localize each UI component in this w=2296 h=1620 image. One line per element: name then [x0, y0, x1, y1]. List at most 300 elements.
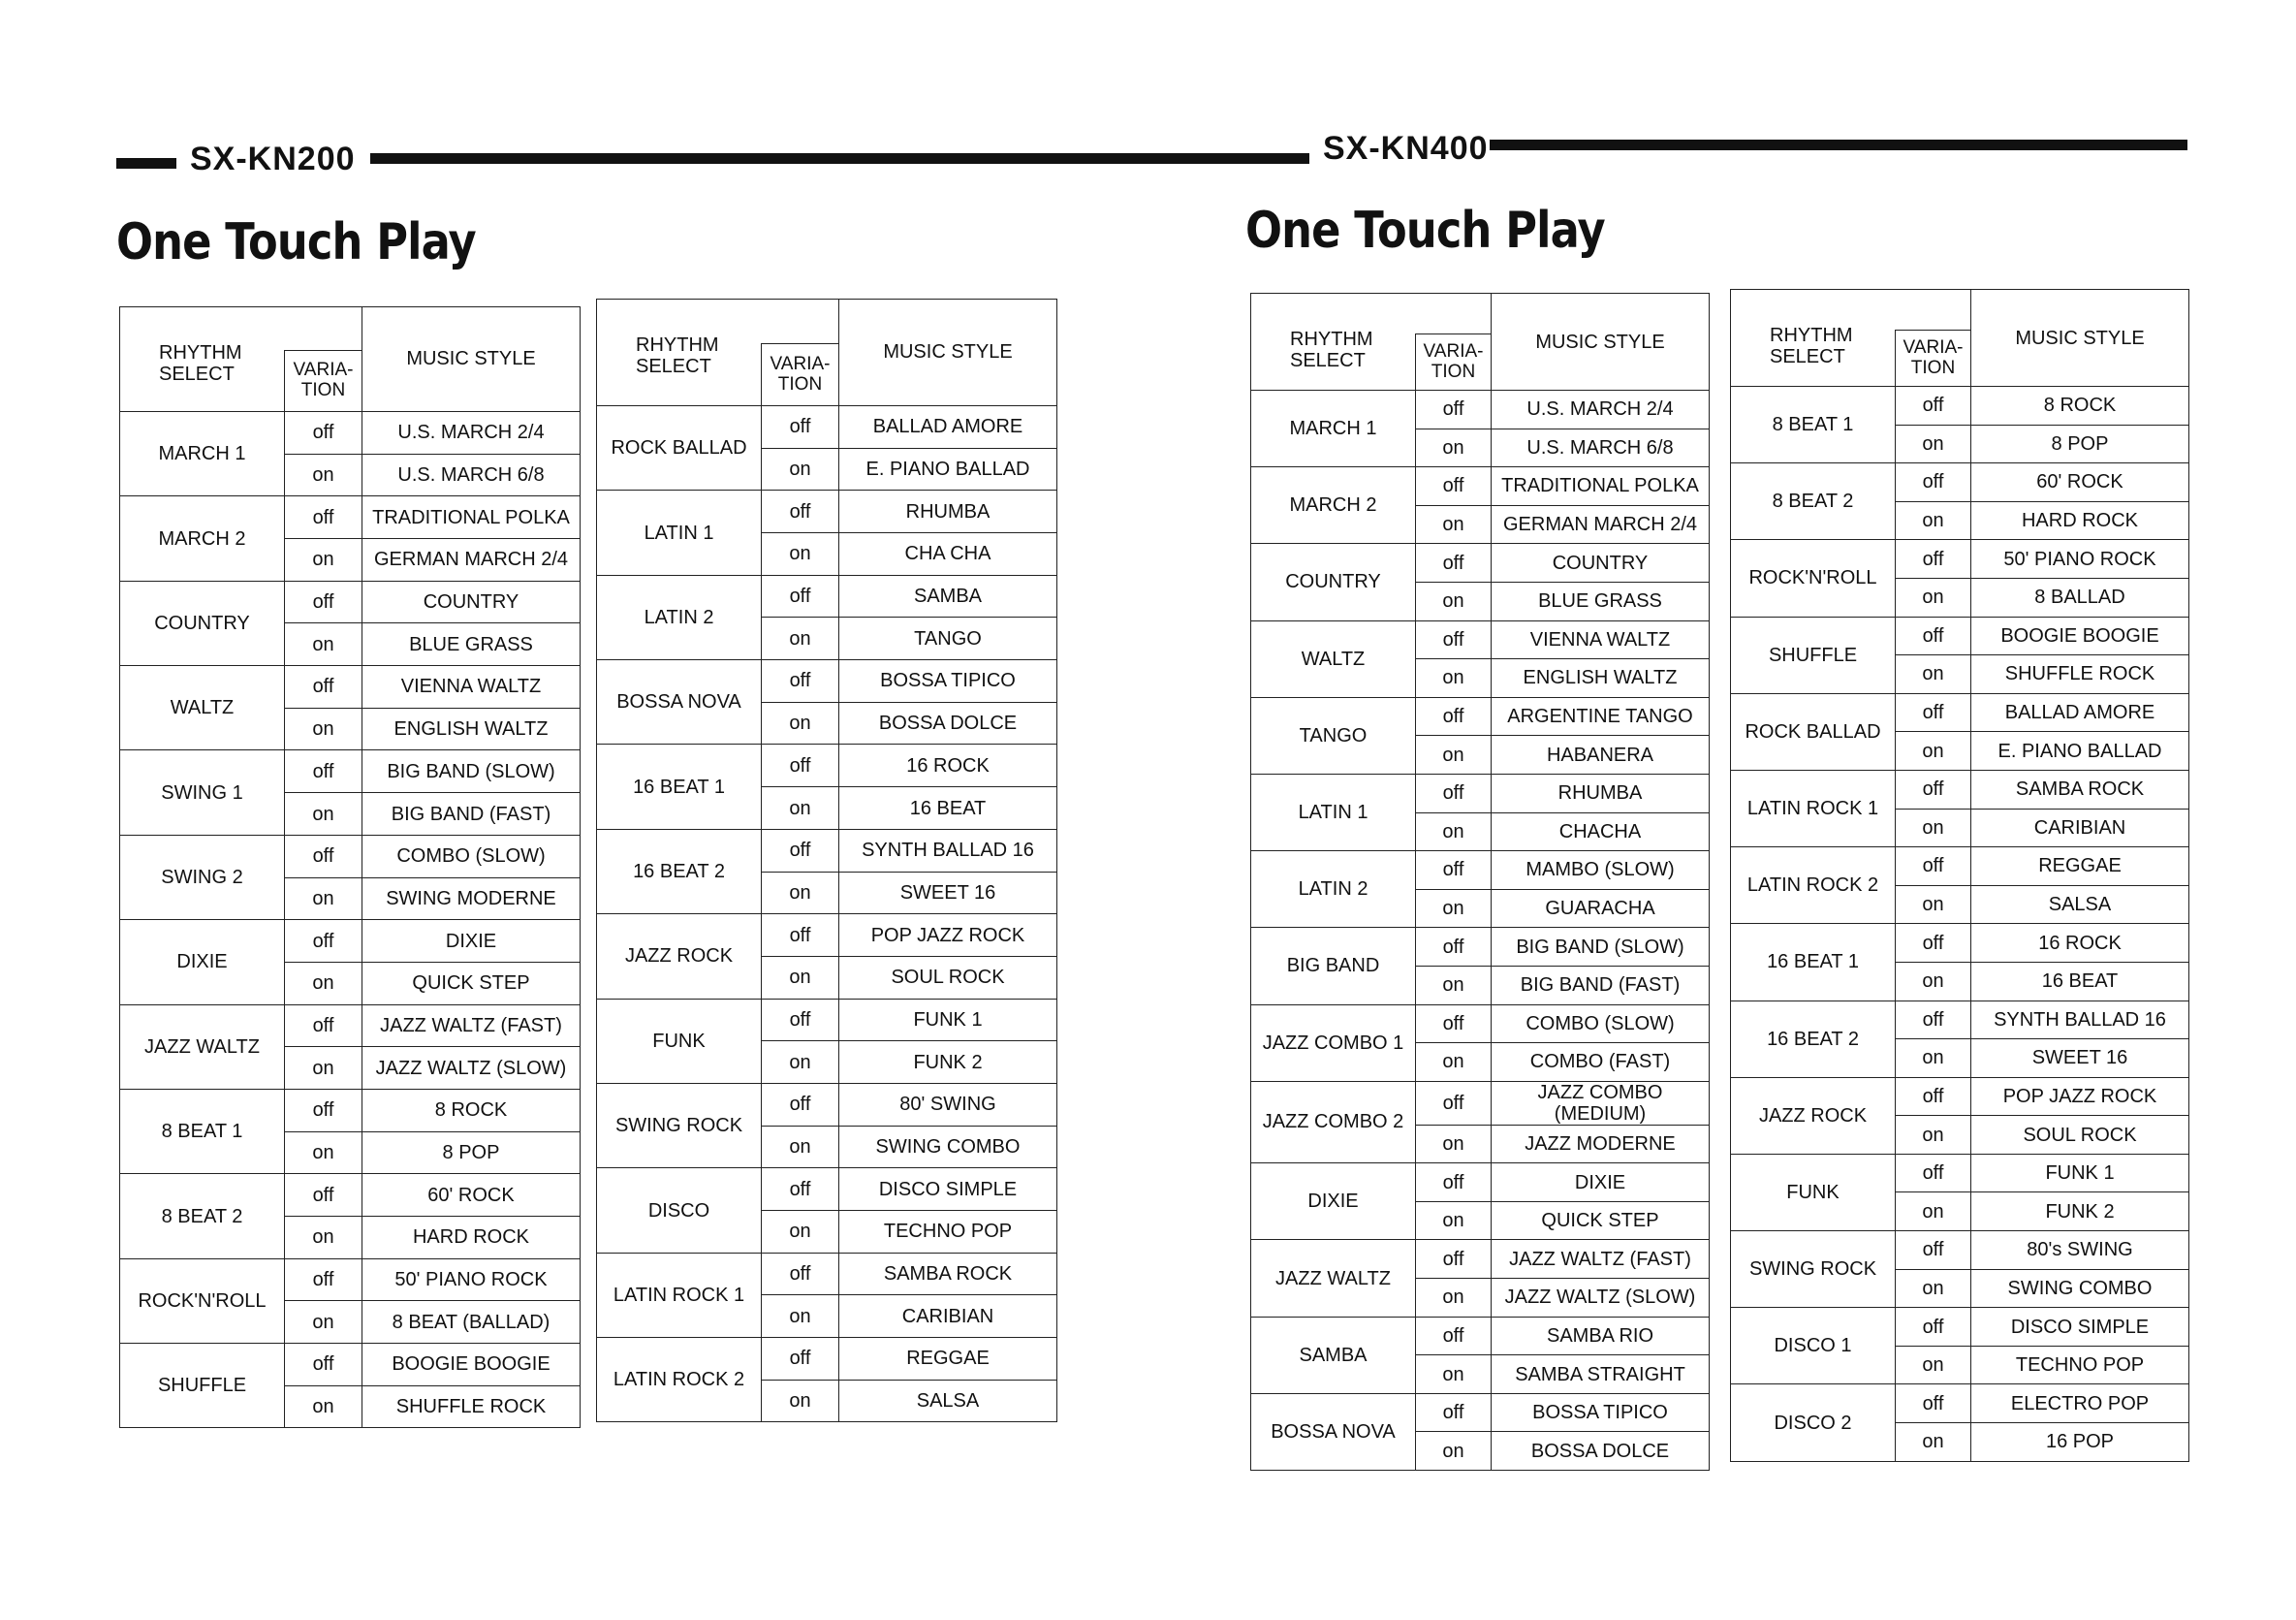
model-name: SX-KN400 [1309, 129, 1502, 168]
rhythm-select-cell: DISCO 1 [1731, 1308, 1896, 1384]
variation-on-cell: on [762, 1041, 839, 1084]
table-row [1251, 391, 1710, 429]
music-style-cell: BIG BAND (FAST) [1492, 966, 1710, 1004]
variation-off-cell: off [1416, 851, 1492, 890]
variation-on-cell: on [285, 962, 362, 1004]
variation-off-cell: off [1896, 463, 1971, 502]
variation-on-cell: on [1896, 1116, 1971, 1155]
table-row [1251, 1317, 1710, 1355]
variation-off-cell: off [1416, 1081, 1492, 1125]
variation-off-cell: off [762, 1083, 839, 1126]
rhythm-select-cell: SHUFFLE [1731, 617, 1896, 693]
music-style-cell: 8 POP [1971, 425, 2189, 463]
rhythm-select-cell: 8 BEAT 1 [1731, 387, 1896, 463]
variation-on-cell: on [1416, 1201, 1492, 1240]
variation-off-cell: off [285, 496, 362, 539]
variation-on-cell: on [762, 1211, 839, 1254]
table-row [1251, 928, 1710, 967]
table-row [597, 575, 1057, 618]
music-style-cell: U.S. MARCH 6/8 [1492, 429, 1710, 467]
music-style-cell: 50' PIANO ROCK [362, 1258, 581, 1301]
variation-on-cell: on [1416, 812, 1492, 851]
rhythm-select-cell: ROCK BALLAD [1731, 693, 1896, 770]
music-style-cell: RHUMBA [1492, 774, 1710, 812]
rhythm-select-cell: SAMBA [1251, 1317, 1416, 1393]
music-style-cell: BOSSA DOLCE [1492, 1432, 1710, 1471]
table-row [1731, 847, 2189, 886]
variation-off-cell: off [762, 914, 839, 957]
variation-off-cell: off [762, 999, 839, 1041]
music-style-cell: BALLAD AMORE [1971, 693, 2189, 732]
rhythm-select-cell: ROCK'N'ROLL [1731, 540, 1896, 617]
variation-on-cell: on [762, 956, 839, 999]
music-style-cell: VIENNA WALTZ [1492, 620, 1710, 659]
variation-on-cell: on [1416, 505, 1492, 544]
music-style-cell: SALSA [839, 1380, 1057, 1422]
variation-on-cell: on [1416, 1279, 1492, 1318]
rhythm-table [1250, 293, 1710, 1471]
music-style-cell: RHUMBA [839, 491, 1057, 533]
variation-off-cell: off [1896, 387, 1971, 426]
table-row [1251, 1393, 1710, 1432]
variation-off-cell: off [762, 1338, 839, 1381]
table-row [1731, 540, 2189, 579]
variation-on-cell: on [285, 793, 362, 836]
header-blank [1896, 290, 1971, 331]
music-style-cell: FUNK 1 [839, 999, 1057, 1041]
rhythm-select-cell: LATIN 1 [1251, 774, 1416, 850]
header-blank [1416, 294, 1492, 334]
music-style-cell: SHUFFLE ROCK [1971, 655, 2189, 694]
variation-on-cell: on [762, 448, 839, 491]
table-row [120, 581, 581, 623]
table-row [597, 1168, 1057, 1211]
variation-off-cell: off [1896, 1231, 1971, 1270]
music-style-cell: BIG BAND (SLOW) [362, 750, 581, 793]
music-style-cell: SWEET 16 [839, 872, 1057, 914]
music-style-cell: 16 BEAT [839, 787, 1057, 830]
section-sx-kn200 [116, 134, 1085, 1491]
music-style-cell: FUNK 2 [839, 1041, 1057, 1084]
variation-on-cell: on [1416, 966, 1492, 1004]
header-rhythm-select: RHYTHM SELECT [1731, 290, 1896, 387]
music-style-cell: SOUL ROCK [1971, 1116, 2189, 1155]
music-style-cell: GERMAN MARCH 2/4 [362, 539, 581, 582]
header-music-style: MUSIC STYLE [1971, 290, 2189, 387]
music-style-cell: POP JAZZ ROCK [1971, 1077, 2189, 1116]
music-style-cell: REGGAE [1971, 847, 2189, 886]
table-row [1731, 1384, 2189, 1423]
rhythm-select-cell: BOSSA NOVA [1251, 1393, 1416, 1470]
music-style-cell: BOSSA TIPICO [1492, 1393, 1710, 1432]
rhythm-select-cell: FUNK [597, 999, 762, 1083]
variation-off-cell: off [762, 745, 839, 787]
header-rule-left [116, 158, 179, 169]
variation-off-cell: off [762, 660, 839, 703]
variation-off-cell: off [285, 1004, 362, 1047]
table-row [1731, 693, 2189, 732]
table-row [1731, 1231, 2189, 1270]
table-row [120, 1004, 581, 1047]
table-row [1731, 1077, 2189, 1116]
rhythm-select-cell: LATIN 2 [1251, 851, 1416, 928]
music-style-cell: JAZZ WALTZ (SLOW) [1492, 1279, 1710, 1318]
variation-on-cell: on [762, 1380, 839, 1422]
music-style-cell: U.S. MARCH 2/4 [1492, 391, 1710, 429]
table-row [1251, 544, 1710, 583]
music-style-cell: SAMBA ROCK [839, 1253, 1057, 1295]
rhythm-select-cell: MARCH 1 [120, 411, 285, 495]
rhythm-select-cell: ROCK'N'ROLL [120, 1258, 285, 1343]
music-style-cell: BOSSA DOLCE [839, 702, 1057, 745]
music-style-cell: SAMBA [839, 575, 1057, 618]
variation-off-cell: off [285, 920, 362, 963]
music-style-cell: SOUL ROCK [839, 956, 1057, 999]
music-style-cell: BOSSA TIPICO [839, 660, 1057, 703]
music-style-cell: SAMBA RIO [1492, 1317, 1710, 1355]
variation-on-cell: on [285, 1131, 362, 1174]
music-style-cell: CARIBIAN [1971, 809, 2189, 847]
variation-on-cell: on [1416, 659, 1492, 698]
rhythm-select-cell: 16 BEAT 1 [1731, 924, 1896, 1001]
music-style-cell: 16 BEAT [1971, 962, 2189, 1001]
music-style-cell: SHUFFLE ROCK [362, 1385, 581, 1428]
variation-on-cell: on [1896, 732, 1971, 771]
music-style-cell: REGGAE [839, 1338, 1057, 1381]
header-music-style: MUSIC STYLE [839, 300, 1057, 406]
music-style-cell: 80's SWING [1971, 1231, 2189, 1270]
music-style-cell: DIXIE [1492, 1163, 1710, 1202]
music-style-cell: E. PIANO BALLAD [1971, 732, 2189, 771]
variation-off-cell: off [1896, 924, 1971, 963]
variation-off-cell: off [1416, 1004, 1492, 1043]
table-row [1251, 1081, 1710, 1125]
variation-on-cell: on [1896, 1039, 1971, 1078]
variation-off-cell: off [285, 835, 362, 877]
variation-off-cell: off [762, 575, 839, 618]
music-style-cell: ENGLISH WALTZ [362, 708, 581, 750]
rhythm-select-cell: COUNTRY [1251, 544, 1416, 620]
rhythm-select-cell: WALTZ [1251, 620, 1416, 697]
variation-on-cell: on [1416, 1043, 1492, 1082]
music-style-cell: 16 POP [1971, 1423, 2189, 1462]
header-variation: VARIA- TION [1896, 331, 1971, 387]
rhythm-select-cell: MARCH 1 [1251, 391, 1416, 467]
music-style-cell: 50' PIANO ROCK [1971, 540, 2189, 579]
variation-on-cell: on [285, 539, 362, 582]
rhythm-select-cell: 16 BEAT 2 [1731, 1001, 1896, 1077]
music-style-cell: BLUE GRASS [362, 623, 581, 666]
variation-on-cell: on [762, 533, 839, 576]
table-row [120, 496, 581, 539]
rhythm-select-cell: MARCH 2 [1251, 467, 1416, 544]
variation-on-cell: on [1896, 501, 1971, 540]
variation-on-cell: on [762, 787, 839, 830]
variation-off-cell: off [762, 1168, 839, 1211]
table-row [120, 835, 581, 877]
variation-on-cell: on [762, 618, 839, 660]
music-style-cell: FUNK 1 [1971, 1154, 2189, 1192]
table-row [597, 491, 1057, 533]
music-style-cell: JAZZ COMBO (MEDIUM) [1492, 1081, 1710, 1125]
table-row [597, 660, 1057, 703]
music-style-cell: FUNK 2 [1971, 1192, 2189, 1231]
variation-on-cell: on [1896, 1346, 1971, 1384]
header-music-style: MUSIC STYLE [362, 307, 581, 412]
music-style-cell: 8 ROCK [1971, 387, 2189, 426]
variation-off-cell: off [1896, 1308, 1971, 1347]
variation-on-cell: on [762, 1295, 839, 1338]
music-style-cell: VIENNA WALTZ [362, 666, 581, 709]
table-row [1731, 387, 2189, 426]
header-rhythm-select: RHYTHM SELECT [120, 307, 285, 412]
rhythm-select-cell: WALTZ [120, 666, 285, 750]
rhythm-select-cell: DISCO [597, 1168, 762, 1253]
rhythm-select-cell: JAZZ ROCK [1731, 1077, 1896, 1154]
table-row [120, 1089, 581, 1131]
rhythm-select-cell: 8 BEAT 1 [120, 1089, 285, 1173]
music-style-cell: BOOGIE BOOGIE [1971, 617, 2189, 655]
music-style-cell: 16 ROCK [1971, 924, 2189, 963]
header-blank [285, 307, 362, 351]
rhythm-select-cell: JAZZ WALTZ [120, 1004, 285, 1089]
variation-off-cell: off [1896, 847, 1971, 886]
rhythm-select-cell: ROCK BALLAD [597, 405, 762, 490]
variation-on-cell: on [1896, 809, 1971, 847]
variation-off-cell: off [1416, 620, 1492, 659]
music-style-cell: U.S. MARCH 2/4 [362, 411, 581, 454]
table-row [120, 1174, 581, 1217]
music-style-cell: COUNTRY [362, 581, 581, 623]
music-style-cell: COMBO (FAST) [1492, 1043, 1710, 1082]
variation-off-cell: off [762, 1253, 839, 1295]
table-row [1731, 1001, 2189, 1039]
music-style-cell: GUARACHA [1492, 889, 1710, 928]
music-style-cell: SWING MODERNE [362, 877, 581, 920]
variation-off-cell: off [285, 1344, 362, 1386]
music-style-cell: SWING COMBO [1971, 1269, 2189, 1308]
variation-on-cell: on [285, 1385, 362, 1428]
table-row [1251, 1163, 1710, 1202]
music-style-cell: GERMAN MARCH 2/4 [1492, 505, 1710, 544]
rhythm-select-cell: JAZZ COMBO 2 [1251, 1081, 1416, 1163]
rhythm-select-cell: JAZZ COMBO 1 [1251, 1004, 1416, 1081]
variation-off-cell: off [762, 405, 839, 448]
variation-on-cell: on [285, 1301, 362, 1344]
table-row [597, 1253, 1057, 1295]
music-style-cell: SYNTH BALLAD 16 [1971, 1001, 2189, 1039]
header-blank [762, 300, 839, 344]
variation-off-cell: off [762, 491, 839, 533]
variation-on-cell: on [1896, 655, 1971, 694]
music-style-cell: 8 BALLAD [1971, 578, 2189, 617]
rhythm-select-cell: LATIN 2 [597, 575, 762, 659]
variation-on-cell: on [1896, 1269, 1971, 1308]
variation-off-cell: off [1896, 1001, 1971, 1039]
variation-on-cell: on [285, 454, 362, 496]
music-style-cell: BIG BAND (SLOW) [1492, 928, 1710, 967]
table-row [1251, 1004, 1710, 1043]
music-style-cell: ELECTRO POP [1971, 1384, 2189, 1423]
music-style-cell: E. PIANO BALLAD [839, 448, 1057, 491]
rhythm-select-cell: JAZZ ROCK [597, 914, 762, 999]
variation-off-cell: off [1896, 1384, 1971, 1423]
music-style-cell: CHACHA [1492, 812, 1710, 851]
music-style-cell: HARD ROCK [1971, 501, 2189, 540]
variation-off-cell: off [1416, 1317, 1492, 1355]
music-style-cell: DISCO SIMPLE [839, 1168, 1057, 1211]
variation-on-cell: on [1896, 885, 1971, 924]
music-style-cell: COMBO (SLOW) [1492, 1004, 1710, 1043]
music-style-cell: POP JAZZ ROCK [839, 914, 1057, 957]
music-style-cell: SALSA [1971, 885, 2189, 924]
variation-on-cell: on [1896, 578, 1971, 617]
variation-off-cell: off [1416, 1393, 1492, 1432]
variation-off-cell: off [1416, 774, 1492, 812]
rhythm-select-cell: SWING ROCK [597, 1083, 762, 1167]
rhythm-table [1730, 289, 2189, 1462]
music-style-cell: QUICK STEP [1492, 1201, 1710, 1240]
music-style-cell: CHA CHA [839, 533, 1057, 576]
variation-on-cell: on [762, 1126, 839, 1168]
table-row [1251, 620, 1710, 659]
music-style-cell: ARGENTINE TANGO [1492, 697, 1710, 736]
variation-off-cell: off [285, 1174, 362, 1217]
rhythm-select-cell: LATIN ROCK 2 [1731, 847, 1896, 924]
music-style-cell: MAMBO (SLOW) [1492, 851, 1710, 890]
variation-off-cell: off [1896, 617, 1971, 655]
variation-off-cell: off [1416, 467, 1492, 506]
rhythm-select-cell: 16 BEAT 2 [597, 829, 762, 913]
variation-on-cell: on [1416, 889, 1492, 928]
section-title: One Touch Play [1245, 202, 1605, 260]
music-style-cell: SWING COMBO [839, 1126, 1057, 1168]
variation-on-cell: on [1416, 1432, 1492, 1471]
table-row [597, 405, 1057, 448]
music-style-cell: HARD ROCK [362, 1217, 581, 1259]
music-style-cell: 8 ROCK [362, 1089, 581, 1131]
music-style-cell: BOOGIE BOOGIE [362, 1344, 581, 1386]
music-style-cell: 8 POP [362, 1131, 581, 1174]
table-row [597, 829, 1057, 872]
variation-on-cell: on [762, 702, 839, 745]
rhythm-select-cell: JAZZ WALTZ [1251, 1240, 1416, 1317]
variation-off-cell: off [762, 829, 839, 872]
header-variation: VARIA- TION [762, 344, 839, 406]
variation-on-cell: on [762, 872, 839, 914]
table-row [1731, 1308, 2189, 1347]
rhythm-table [596, 299, 1057, 1422]
table-row [597, 745, 1057, 787]
variation-off-cell: off [1416, 1240, 1492, 1279]
variation-on-cell: on [285, 623, 362, 666]
variation-off-cell: off [285, 1089, 362, 1131]
music-style-cell: 60' ROCK [362, 1174, 581, 1217]
music-style-cell: TECHNO POP [839, 1211, 1057, 1254]
music-style-cell: JAZZ WALTZ (FAST) [1492, 1240, 1710, 1279]
variation-on-cell: on [1896, 962, 1971, 1001]
table-row [1251, 1240, 1710, 1279]
table-row [597, 999, 1057, 1041]
rhythm-select-cell: 16 BEAT 1 [597, 745, 762, 829]
rhythm-select-cell: BOSSA NOVA [597, 660, 762, 745]
variation-off-cell: off [285, 581, 362, 623]
table-row [1731, 1154, 2189, 1192]
rhythm-select-cell: BIG BAND [1251, 928, 1416, 1004]
variation-on-cell: on [1416, 1355, 1492, 1394]
table-row [120, 411, 581, 454]
variation-off-cell: off [1896, 1077, 1971, 1116]
variation-on-cell: on [1416, 1125, 1492, 1163]
rhythm-select-cell: FUNK [1731, 1154, 1896, 1230]
variation-on-cell: on [285, 1047, 362, 1090]
header-rhythm-select: RHYTHM SELECT [1251, 294, 1416, 391]
music-style-cell: U.S. MARCH 6/8 [362, 454, 581, 496]
music-style-cell: TECHNO POP [1971, 1346, 2189, 1384]
music-style-cell: TRADITIONAL POLKA [1492, 467, 1710, 506]
music-style-cell: TANGO [839, 618, 1057, 660]
music-style-cell: 8 BEAT (BALLAD) [362, 1301, 581, 1344]
model-name: SX-KN200 [176, 140, 369, 178]
table-row [1731, 617, 2189, 655]
variation-on-cell: on [1416, 582, 1492, 620]
rhythm-select-cell: MARCH 2 [120, 496, 285, 581]
table-row [597, 1083, 1057, 1126]
variation-off-cell: off [1416, 928, 1492, 967]
variation-on-cell: on [285, 877, 362, 920]
rhythm-select-cell: 8 BEAT 2 [1731, 463, 1896, 540]
variation-off-cell: off [1896, 1154, 1971, 1192]
rhythm-select-cell: LATIN ROCK 2 [597, 1338, 762, 1422]
table-row [120, 1258, 581, 1301]
variation-on-cell: on [1416, 736, 1492, 775]
table-row [1731, 770, 2189, 809]
music-style-cell: SAMBA STRAIGHT [1492, 1355, 1710, 1394]
header-rhythm-select: RHYTHM SELECT [597, 300, 762, 406]
variation-off-cell: off [285, 1258, 362, 1301]
table-row [120, 750, 581, 793]
table-row [597, 914, 1057, 957]
music-style-cell: JAZZ MODERNE [1492, 1125, 1710, 1163]
variation-off-cell: off [1416, 544, 1492, 583]
rhythm-select-cell: SWING 2 [120, 835, 285, 919]
variation-off-cell: off [285, 666, 362, 709]
music-style-cell: DIXIE [362, 920, 581, 963]
variation-off-cell: off [285, 750, 362, 793]
rhythm-select-cell: TANGO [1251, 697, 1416, 774]
table-row [1251, 467, 1710, 506]
variation-on-cell: on [1416, 429, 1492, 467]
music-style-cell: SAMBA ROCK [1971, 770, 2189, 809]
rhythm-table [119, 306, 581, 1428]
music-style-cell: JAZZ WALTZ (SLOW) [362, 1047, 581, 1090]
header-variation: VARIA- TION [285, 351, 362, 412]
rhythm-select-cell: SWING ROCK [1731, 1231, 1896, 1308]
variation-on-cell: on [285, 1217, 362, 1259]
rhythm-select-cell: DIXIE [120, 920, 285, 1004]
header-variation: VARIA- TION [1416, 334, 1492, 391]
rhythm-select-cell: DIXIE [1251, 1163, 1416, 1240]
variation-on-cell: on [1896, 1423, 1971, 1462]
music-style-cell: 16 ROCK [839, 745, 1057, 787]
rhythm-select-cell: 8 BEAT 2 [120, 1174, 285, 1258]
header-rule-right [1490, 140, 2187, 150]
music-style-cell: ENGLISH WALTZ [1492, 659, 1710, 698]
music-style-cell: DISCO SIMPLE [1971, 1308, 2189, 1347]
variation-on-cell: on [1896, 1192, 1971, 1231]
music-style-cell: BIG BAND (FAST) [362, 793, 581, 836]
table-row [1251, 851, 1710, 890]
